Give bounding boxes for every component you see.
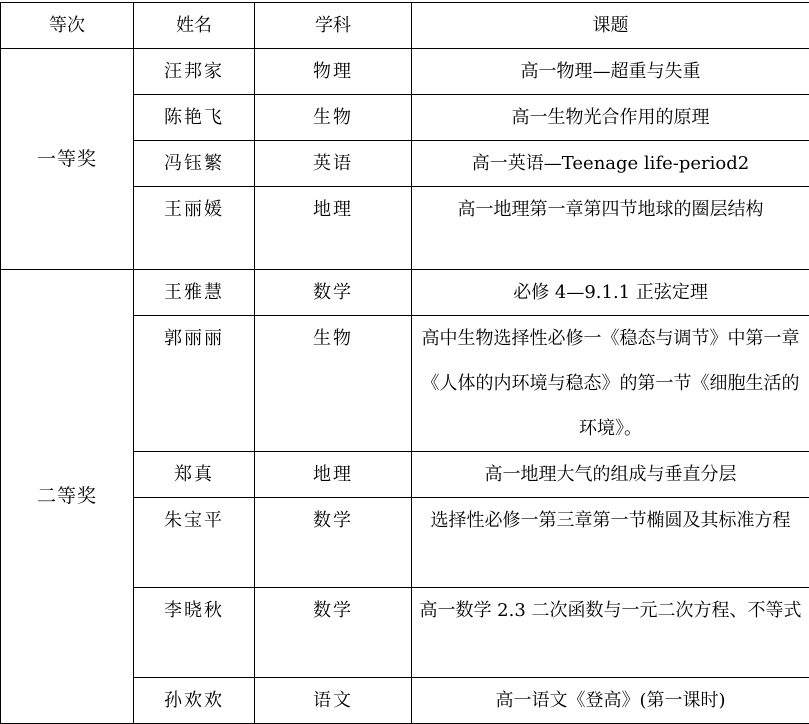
subject-cell: 英语 [255, 141, 412, 187]
topic-cell: 高一地理第一章第四节地球的圈层结构 [412, 187, 809, 270]
rank-cell-second-prize: 二等奖 [1, 270, 134, 724]
topic-cell: 高一数学 2.3 二次函数与一元二次方程、不等式 [412, 588, 809, 678]
topic-cell: 高中生物选择性必修一《稳态与调节》中第一章《人体的内环境与稳态》的第一节《细胞生活的环境》。 [412, 316, 809, 452]
topic-cell: 高一语文《登高》(第一课时) [412, 678, 809, 724]
subject-cell: 数学 [255, 270, 412, 316]
name-cell: 郑真 [134, 452, 255, 498]
table-row [1, 49, 809, 95]
table-header-row [1, 3, 809, 49]
topic-cell: 高一物理—超重与失重 [412, 49, 809, 95]
rank-cell-first-prize: 一等奖 [1, 49, 134, 270]
header-topic: 课题 [412, 3, 809, 49]
name-cell: 冯钰繁 [134, 141, 255, 187]
header-subject: 学科 [255, 3, 412, 49]
name-cell: 孙欢欢 [134, 678, 255, 724]
name-cell: 朱宝平 [134, 498, 255, 588]
topic-cell: 高一英语—Teenage life-period2 [412, 141, 809, 187]
subject-cell: 生物 [255, 95, 412, 141]
topic-cell: 必修 4—9.1.1 正弦定理 [412, 270, 809, 316]
topic-cell: 高一生物光合作用的原理 [412, 95, 809, 141]
subject-cell: 生物 [255, 316, 412, 452]
subject-cell: 数学 [255, 588, 412, 678]
header-name: 姓名 [134, 3, 255, 49]
table-row [1, 270, 809, 316]
name-cell: 李晓秋 [134, 588, 255, 678]
subject-cell: 物理 [255, 49, 412, 95]
topic-cell: 选择性必修一第三章第一节椭圆及其标准方程 [412, 498, 809, 588]
award-table [0, 2, 809, 724]
subject-cell: 地理 [255, 452, 412, 498]
name-cell: 汪邦家 [134, 49, 255, 95]
subject-cell: 语文 [255, 678, 412, 724]
topic-cell: 高一地理大气的组成与垂直分层 [412, 452, 809, 498]
header-rank: 等次 [1, 3, 134, 49]
subject-cell: 地理 [255, 187, 412, 270]
name-cell: 陈艳飞 [134, 95, 255, 141]
name-cell: 王雅慧 [134, 270, 255, 316]
subject-cell: 数学 [255, 498, 412, 588]
name-cell: 王丽媛 [134, 187, 255, 270]
name-cell: 郭丽丽 [134, 316, 255, 452]
